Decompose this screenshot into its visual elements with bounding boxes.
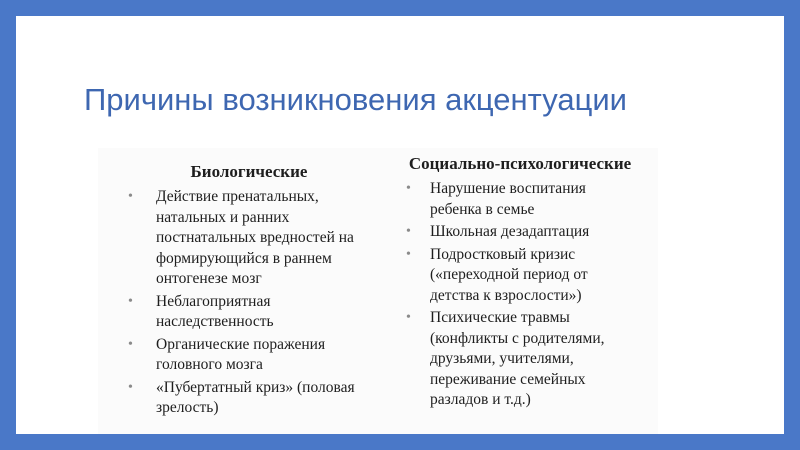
biological-column — [118, 148, 380, 421]
social-psychological-list — [400, 179, 640, 411]
slide-title: Причины возникновения акцентуации — [84, 82, 627, 117]
list-item-text: «Пубертатный криз» (половая зрелость) — [156, 378, 355, 416]
bullet-icon: • — [406, 310, 411, 325]
list-item — [400, 245, 640, 307]
bullet-icon: • — [128, 293, 133, 309]
list-item — [118, 335, 380, 376]
list-item-text: Органические поражения головного мозга — [156, 335, 326, 373]
bullet-icon: • — [406, 246, 411, 262]
column-heading: Биологические — [190, 162, 308, 181]
social-psychological-column — [400, 148, 640, 413]
list-item — [400, 222, 640, 243]
list-item-text: Неблагоприятная наследственность — [156, 292, 274, 330]
list-item-text: Нарушение воспитания ребенка в семье — [430, 180, 586, 218]
list-item — [118, 378, 380, 419]
list-item-text: Школьная дезадаптация — [430, 223, 590, 240]
list-item — [400, 308, 640, 411]
list-item-text: Действие пренатальных, натальных и ранних постнатальных вредностей на формирующийся в раннем онтогенезе мозг — [156, 188, 354, 287]
list-item-text: Психические травмы (конфликты с родителями, друзьями, учителями, переживание семейных разладов и т.д.) — [430, 309, 605, 408]
column-heading: Социально-психологические — [408, 154, 632, 173]
list-item — [118, 187, 380, 290]
slide — [16, 16, 784, 434]
bullet-icon: • — [128, 189, 133, 204]
content-table — [98, 148, 658, 434]
bullet-icon: • — [128, 336, 133, 352]
biological-list — [118, 187, 380, 419]
list-item — [118, 292, 380, 333]
list-item — [400, 179, 640, 220]
bullet-icon: • — [128, 379, 133, 395]
bullet-icon: • — [406, 181, 411, 196]
bullet-icon: • — [406, 224, 411, 239]
list-item-text: Подростковый кризис («переходной период от детства к взрослости») — [430, 245, 588, 304]
